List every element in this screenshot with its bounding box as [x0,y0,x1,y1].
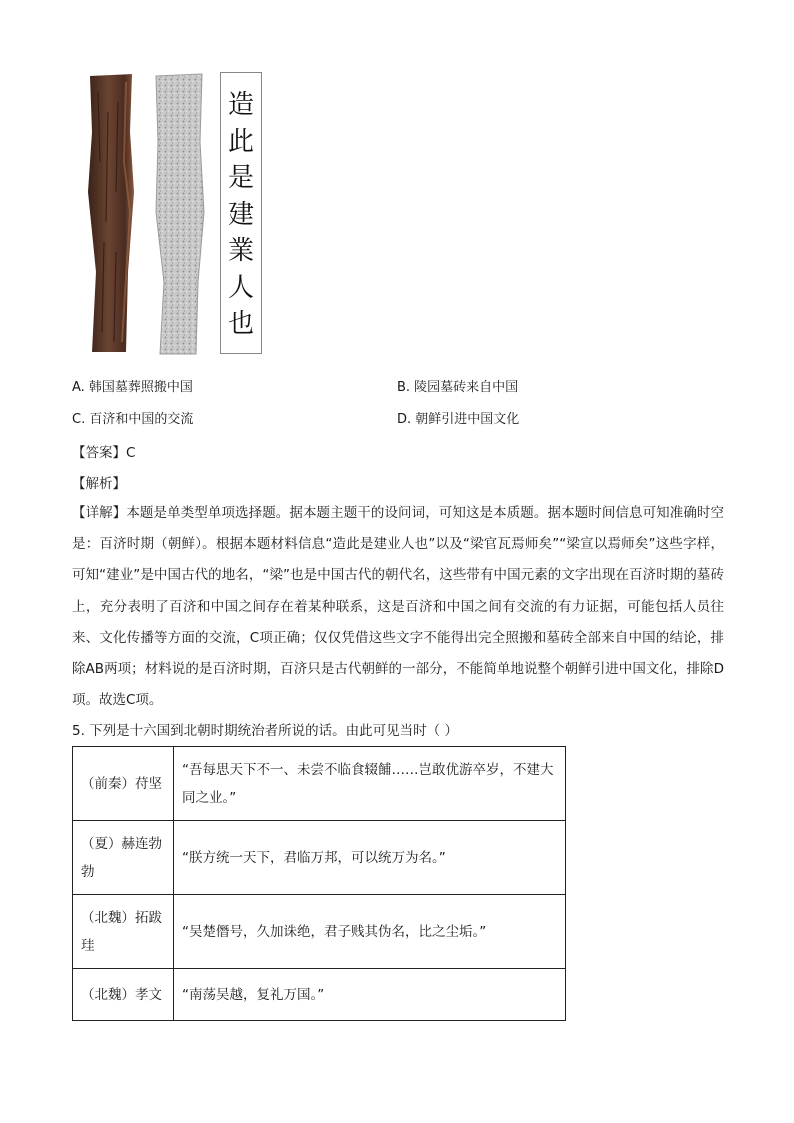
brick-inscription-caption [220,72,262,354]
table-row [73,747,566,821]
ruler-name: （前秦）苻坚 [73,747,174,821]
option-c: C. 百济和中国的交流 [72,412,194,427]
quotes-table [72,746,566,1021]
ruler-name: （北魏）孝文 [73,969,174,1021]
ruler-quote: “朕方统一天下，君临万邦，可以统万为名。” [174,821,566,895]
detail-paragraph [72,498,724,716]
option-d: D. 朝鲜引进中国文化 [397,412,520,427]
caption-char: 也 [227,309,254,339]
caption-char: 人 [227,272,254,303]
ruler-quote: “吾每思天下不一、未尝不临食辍餔……岂敢优游卒岁，不建大同之业。” [174,747,566,821]
analysis-tag: 【解析】 [72,476,126,492]
answer-line [72,441,135,461]
caption-char: 建 [227,199,254,230]
brick-photo [86,72,138,354]
answer-tag: 【答案】 [72,445,126,461]
question-5-stem: 5. 下列是十六国到北朝时期统治者所说的话。由此可见当时（ ） [72,723,458,739]
table-row [73,969,566,1021]
caption-char: 業 [227,236,254,266]
caption-char: 造 [227,90,254,120]
answer-value: C [126,445,136,461]
ruler-name: （夏）赫连勃勃 [73,821,174,895]
caption-char: 是 [227,163,254,193]
caption-char: 此 [227,126,254,157]
ruler-name: （北魏）拓跋珪 [73,895,174,969]
detail-tag: 【详解】 [72,505,127,521]
detail-text: 本题是单类型单项选择题。据本题主题干的设问词，可知这是本质题。据本题时间信息可知准确时空是：百济时期（朝鲜）。根据本题材料信息“造此是建业人也”以及“梁官瓦焉师矣”“梁宣以焉师矣”这些字样，可知“建业”是中国古代的地名，“梁”也是中国古代的朝代名，这些带有中国元素的文字出现在百济时期的墓砖上，充分表明了百济和中国之间存在着某种联系，这是百济和中国之间有交流的有力证据，可能包括人员往来、文化传播等方面的交流，C项正确；仅仅凭借这些文字不能得出完全照搬和墓砖全部来自中国的结论，排除AB两项；材料说的是百济时期，百济只是古代朝鲜的一部分，不能简单地说整个朝鲜引进中国文化，排除D项。故选C项。 [72,505,725,709]
table-row [73,821,566,895]
table-row [73,895,566,969]
ruler-quote: “吴楚僭号，久加诛绝，君子贱其伪名，比之尘垢。” [174,895,566,969]
rubbing-image [152,72,208,356]
option-b: B. 陵园墓砖来自中国 [397,380,519,395]
option-a: A. 韩国墓葬照搬中国 [72,380,193,395]
ruler-quote: “南荡吴越，复礼万国。” [174,969,566,1021]
